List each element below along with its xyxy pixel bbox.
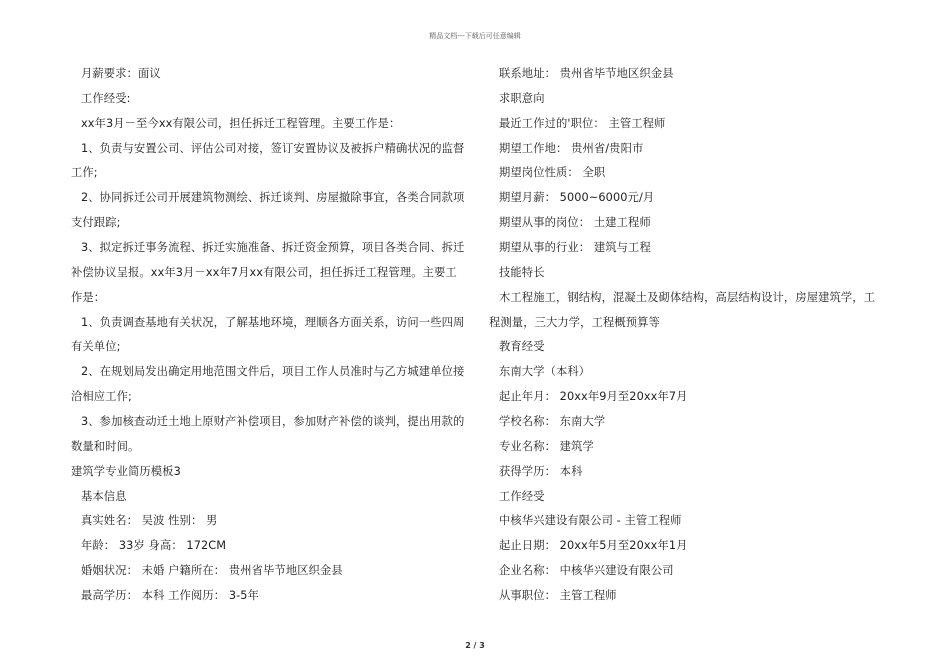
- text-line: 作是：: [71, 291, 106, 304]
- text-line: 最近工作过的'职位： 主管工程师: [499, 117, 666, 130]
- text-line: 中核华兴建设有限公司 - 主管工程师: [499, 514, 682, 527]
- text-line: 东南大学（本科）: [499, 365, 591, 378]
- text-line: 支付跟踪;: [71, 216, 121, 229]
- text-line: 期望月薪： 5000~6000元/月: [499, 191, 655, 204]
- text-line: 有关单位;: [71, 340, 121, 353]
- text-line: 3、拟定拆迁事务流程、拆迁实施准备、拆迁资金预算，项目各类合同、拆迁: [81, 241, 465, 254]
- text-line: 数量和时间。: [71, 440, 140, 453]
- text-line: 起止年月： 20xx年9月至20xx年7月: [499, 390, 688, 403]
- text-line: 1、负责与安置公司、评估公司对接，签订安置协议及被拆户精确状况的监督: [81, 142, 465, 155]
- page-number: 2 / 3: [465, 641, 485, 650]
- text-line: 1、负责调查基地有关状况，了解基地环境，理顺各方面关系，访问一些四周: [81, 316, 465, 329]
- text-line: 洽相应工作;: [71, 390, 132, 403]
- text-line: 程测量，三大力学，工程概预算等: [489, 316, 660, 329]
- text-line: 获得学历： 本科: [499, 465, 583, 478]
- text-line: xx年3月－至今xx有限公司，担任拆迁工程管理。主要工作是：: [81, 117, 401, 130]
- text-line: 补偿协议呈报。xx年3月－xx年7月xx有限公司，担任拆迁工程管理。主要工: [71, 266, 457, 279]
- text-line: 真实姓名： 吴波 性别： 男: [81, 514, 218, 527]
- text-line: 期望从事的岗位： 土建工程师: [499, 216, 651, 229]
- text-line: 工作经受:: [81, 92, 131, 105]
- text-line: 学校名称： 东南大学: [499, 415, 606, 428]
- section-heading: 求职意向: [499, 92, 545, 105]
- text-line: 月薪要求：面议: [81, 67, 161, 80]
- text-line: 最高学历： 本科 工作阅历： 3-5年: [81, 589, 259, 602]
- section-heading: 教育经受: [499, 340, 545, 353]
- text-line: 专业名称： 建筑学: [499, 440, 594, 453]
- text-line: 2、在规划局发出确定用地范围文件后，项目工作人员准时与乙方城建单位接: [81, 365, 465, 378]
- section-heading: 技能特长: [499, 266, 545, 279]
- text-line: 木工程施工，钢结构，混凝土及砌体结构，高层结构设计，房屋建筑学，工: [499, 291, 876, 304]
- text-line: 期望从事的行业： 建筑与工程: [499, 241, 651, 254]
- section-heading: 基本信息: [81, 490, 127, 503]
- section-title: 建筑学专业简历模板3: [71, 465, 181, 478]
- text-line: 3、参加核查动迁土地上原财产补偿项目，参加财产补偿的谈判，提出用款的: [81, 415, 465, 428]
- page-header: 精品文档---下载后可任意编辑: [429, 32, 521, 40]
- text-line: 从事职位： 主管工程师: [499, 589, 617, 602]
- section-heading: 工作经受: [499, 490, 545, 503]
- text-line: 企业名称： 中核华兴建设有限公司: [499, 564, 674, 577]
- text-line: 期望工作地： 贵州省/贵阳市: [499, 142, 644, 155]
- text-line: 年龄： 33岁 身高： 172CM: [81, 539, 227, 552]
- text-line: 起止日期： 20xx年5月至20xx年1月: [499, 539, 688, 552]
- text-line: 联系地址： 贵州省毕节地区织金县: [499, 67, 674, 80]
- text-line: 期望岗位性质： 全职: [499, 166, 606, 179]
- text-line: 2、协同拆迁公司开展建筑物测绘、拆迁谈判、房屋撤除事宜，各类合同款项: [81, 191, 465, 204]
- text-line: 婚姻状况： 未婚 户籍所在： 贵州省毕节地区织金县: [81, 564, 343, 577]
- text-line: 工作;: [71, 166, 98, 179]
